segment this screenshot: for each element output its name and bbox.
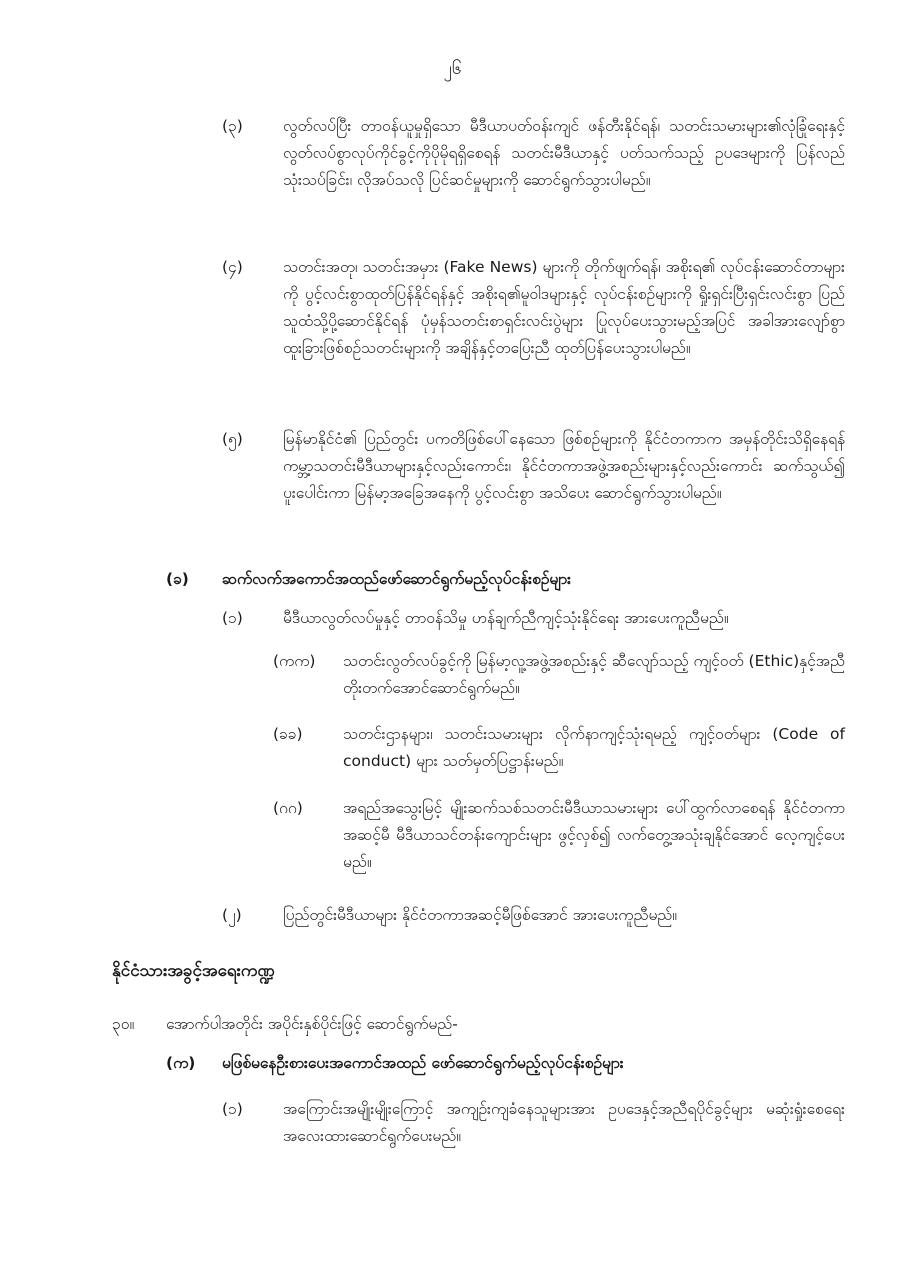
paragraph-30-text: အောက်ပါအတိုင်း အပိုင်းနှစ်ပိုင်းဖြင့် ဆောင်ရွက်မည်-	[166, 1015, 458, 1033]
subsection-kha-label: (ခ)	[166, 570, 189, 588]
item-2-label: (၂)	[222, 906, 242, 924]
subitem-gaga-label: (ဂဂ)	[273, 799, 303, 817]
item-5-text: မြန်မာနိုင်ငံ၏ ပြည်တွင်း ပကတိဖြစ်ပေါ်နေသော ဖြစ်စဉ်များကို နိုင်ငံတကာက အမှန်တိုင်းသိရှိနေရန် ကမ္ဘာ့သတင်းမီဒီယာများနှင့်လည်းကောင်း၊ နိုင်ငံတကာအဖွဲ့အစည်းများနှင့်လည်းကောင်း ဆက်သွယ်၍ ပူးပေါင်းကာ မြန်မာ့အခြေအနေကို ပွင့်လင်းစွာ အသိပေး ဆောင်ရွက်သွားပါမည်။	[283, 430, 845, 502]
item-5-label: (၅)	[222, 430, 243, 448]
subitem-kaka-text: သတင်းလွတ်လပ်ခွင့်ကို မြန်မာ့လူ့အဖွဲ့အစည်းနှင့် ဆီလျော်သည့် ကျင့်ဝတ် (Ethic)နှင့်အညီ တိုးတက်အောင်ဆောင်ရွက်မည်။	[343, 652, 845, 697]
item-4-label: (၄)	[222, 258, 243, 276]
item-3-label: (၃)	[222, 117, 243, 135]
subsection-ka-title: မဖြစ်မနေဦးစားပေးအကောင်အထည် ဖော်ဆောင်ရွက်မည့်လုပ်ငန်းစဉ်များ	[222, 1054, 624, 1072]
subitem-khakha-text: သတင်းဌာနများ၊ သတင်းသမားများ လိုက်နာကျင့်သုံးရမည့် ကျင့်ဝတ်များ (Code of conduct) များ သတ်မှတ်ပြဋ္ဌာန်းမည်။	[343, 725, 845, 770]
subsection-kha-title: ဆက်လက်အကောင်အထည်ဖော်ဆောင်ရွက်မည့်လုပ်ငန်းစဉ်များ	[222, 570, 572, 588]
subitem-kaka-label: (ကက)	[273, 652, 316, 670]
ka-item-1-text: အကြောင်းအမျိုးမျိုးကြောင့် အကျဉ်းကျခံနေသူများအား ဥပဒေနှင့်အညီရပိုင်ခွင့်များ မဆုံးရှုံးစေရေး အလေးထားဆောင်ရွက်ပေးမည်။	[283, 1100, 845, 1145]
item-1-label: (၁)	[222, 609, 243, 627]
subitem-khakha-label: (ခခ)	[273, 725, 303, 743]
section-heading: နိုင်ငံသားအခွင့်အရေးကဏ္ဍ	[112, 961, 275, 981]
subsection-ka-label: (က)	[166, 1054, 196, 1072]
item-3-text: လွတ်လပ်ပြီး တာဝန်ယူမှုရှိသော မီဒီယာပတ်ဝန်းကျင် ဖန်တီးနိုင်ရန်၊ သတင်းသမားများ၏လုံခြုံရေးနှင့် လွတ်လပ်စွာလုပ်ကိုင်ခွင့်ကိုပိုမိုရရှိစေရန် သတင်းမီဒီယာနှင့် ပတ်သက်သည့် ဥပဒေများကို ပြန်လည်သုံးသပ်ခြင်း၊ လိုအပ်သလို ပြင်ဆင်မှုများကို ဆောင်ရွက်သွားပါမည်။	[283, 117, 845, 189]
page-number: ၂၆	[443, 59, 462, 79]
item-1-text: မီဒီယာလွတ်လပ်မှုနှင့် တာဝန်သိမှု ဟန်ချက်ညီကျင့်သုံးနိုင်ရေး အားပေးကူညီမည်။	[283, 609, 729, 627]
subitem-gaga-text: အရည်အသွေးမြင့် မျိုးဆက်သစ်သတင်းမီဒီယာသမားများ ပေါ်ထွက်လာစေရန် နိုင်ငံတကာအဆင့်မီ မီဒီယာသင်တန်းကျောင်းများ ဖွင့်လှစ်၍ လက်တွေ့အသုံးချနိုင်အောင် လေ့ကျင့်ပေးမည်။	[343, 799, 845, 871]
item-2-text: ပြည်တွင်းမီဒီယာများ နိုင်ငံတကာအဆင့်မီဖြစ်အောင် အားပေးကူညီမည်။	[283, 906, 677, 924]
ka-item-1-label: (၁)	[222, 1100, 243, 1118]
paragraph-30-number: ၃၀။	[112, 1015, 135, 1033]
item-4-text: သတင်းအတု၊ သတင်းအမှား (Fake News) များကို တိုက်ဖျက်ရန်၊ အစိုးရ၏ လုပ်ငန်းဆောင်တာများကို ပွင့်လင်းစွာထုတ်ပြန်နိုင်ရန်နှင့် အစိုးရ၏မူဝါဒများနှင့် လုပ်ငန်းစဉ်များကို ရှိုးရှင်းပြီးရှင်းလင်းစွာ ပြည်သူထံသို့ပို့ဆောင်နိုင်ရန် ပုံမှန်သတင်းစာရှင်းလင်းပွဲများ ပြုလုပ်ပေးသွားမည့်အပြင် အခါအားလျော်စွာ ထူးခြားဖြစ်စဉ်သတင်းများကို အချိန်နှင့်တပြေးညီ ထုတ်ပြန်ပေးသွားပါမည်။	[283, 258, 845, 357]
